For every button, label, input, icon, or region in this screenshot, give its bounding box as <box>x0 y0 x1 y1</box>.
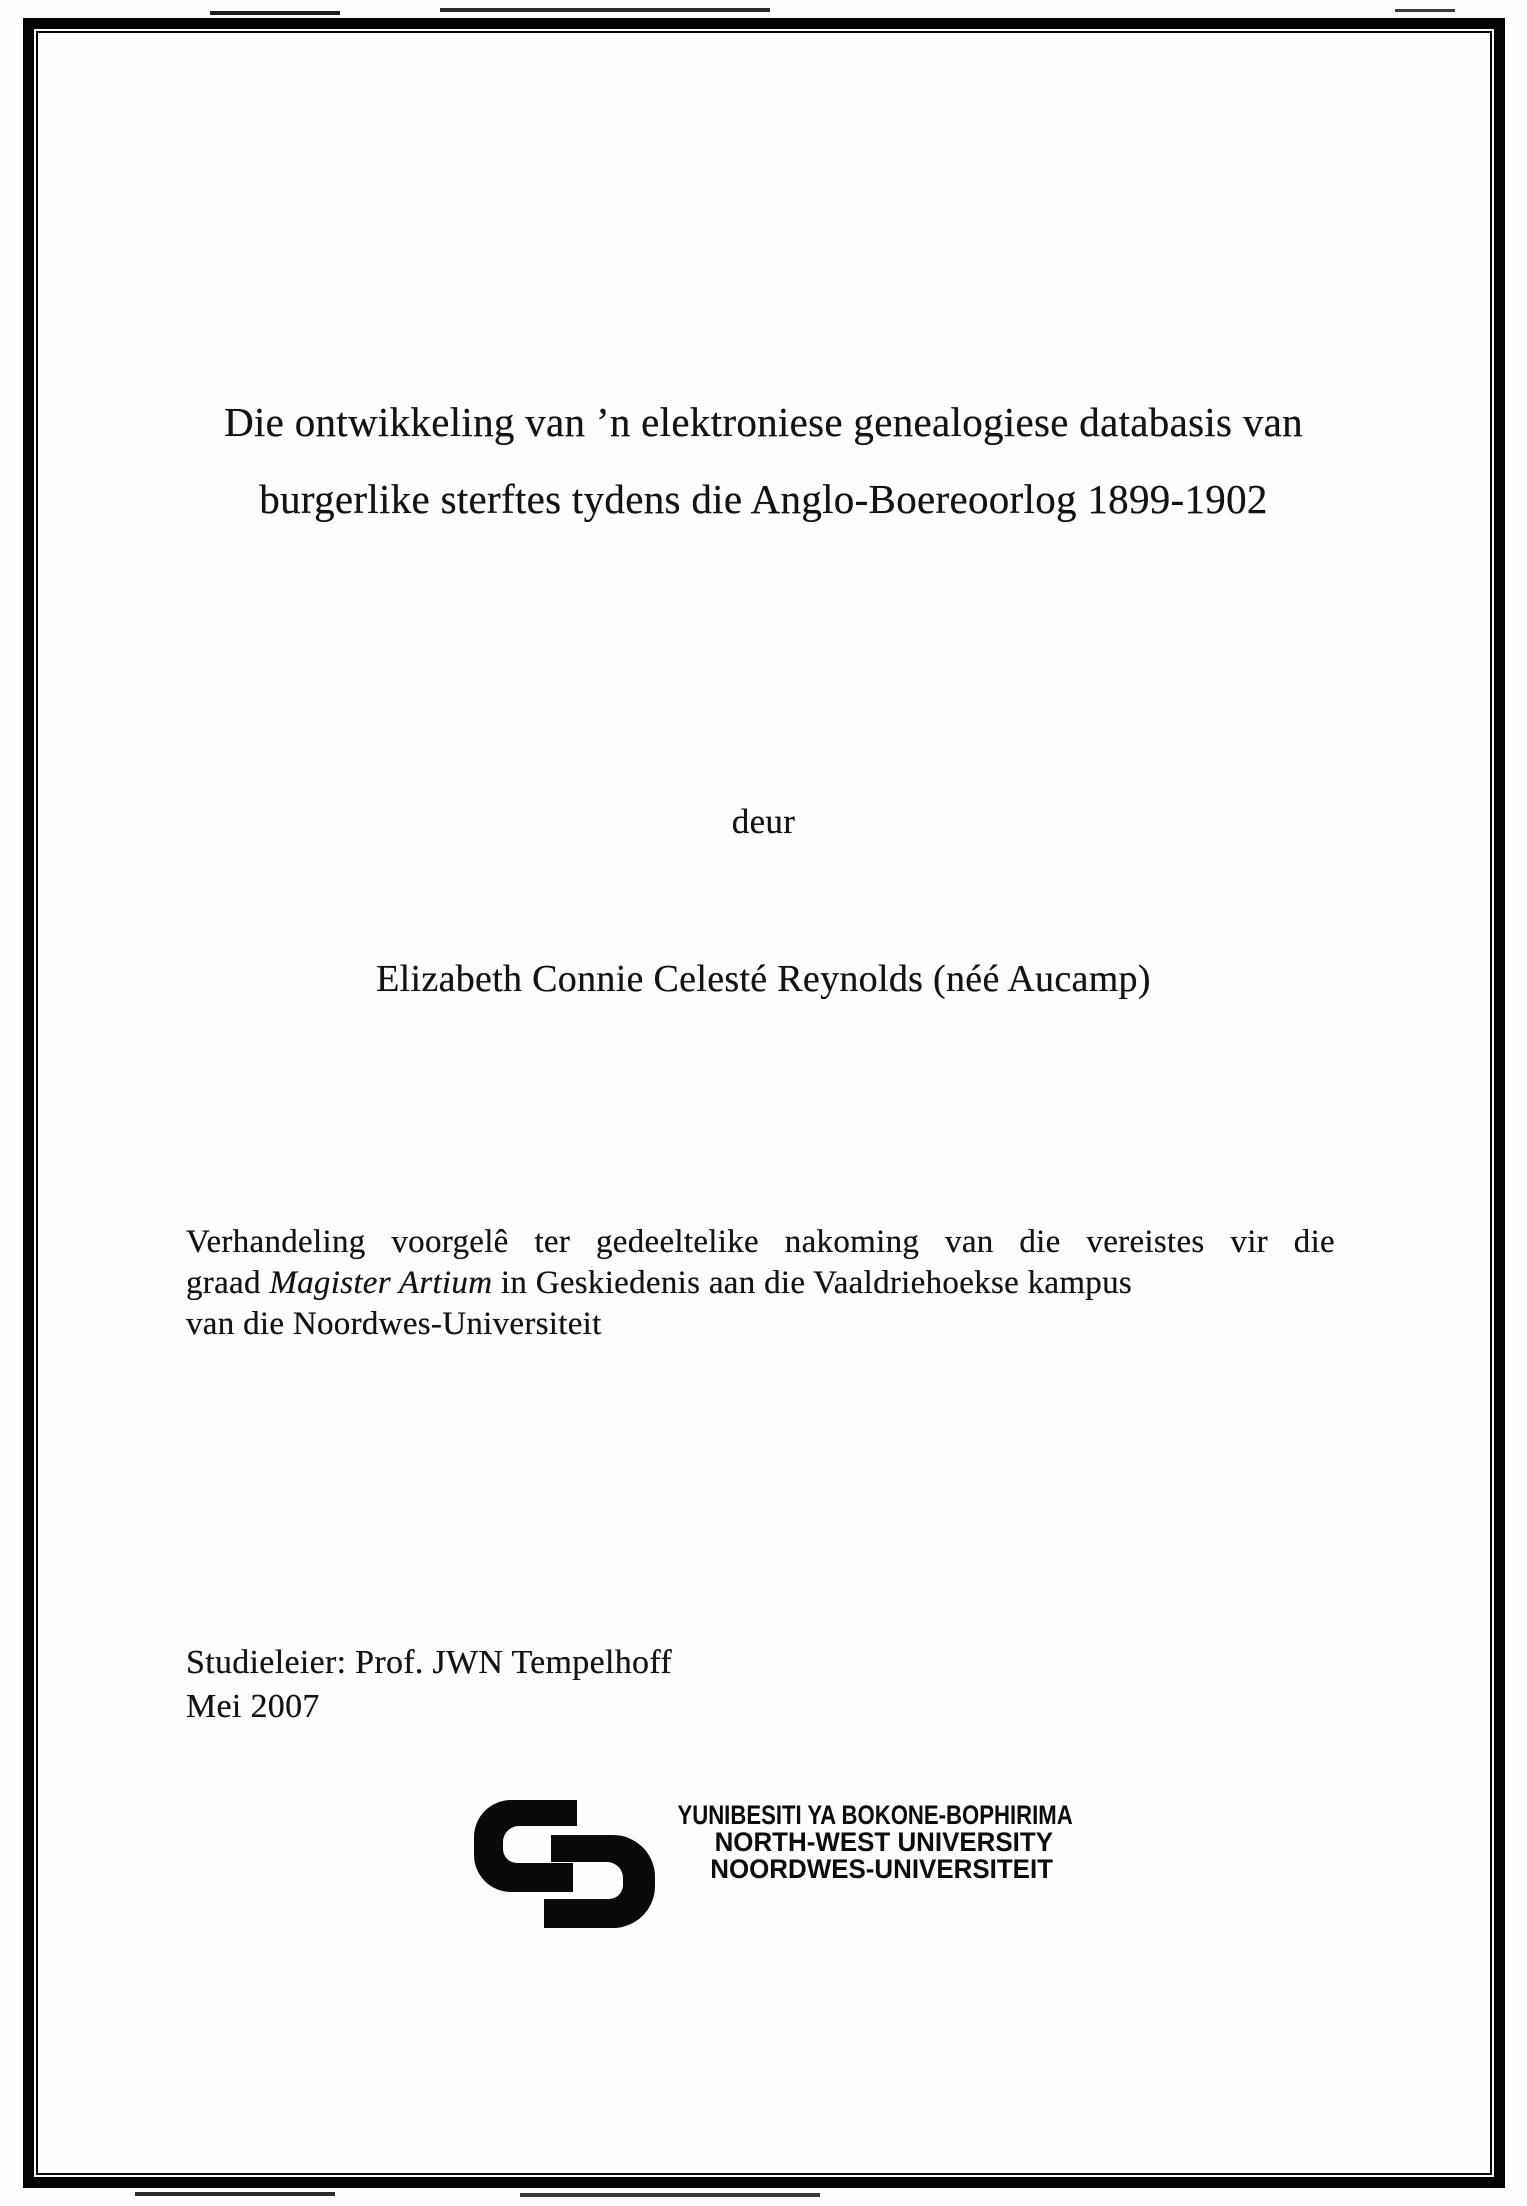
supervisor-block <box>186 1641 672 1729</box>
note-line-2-prefix: graad <box>186 1265 270 1301</box>
submission-note <box>186 1222 1335 1345</box>
scan-artifact <box>520 2193 820 2197</box>
scan-artifact <box>440 8 770 12</box>
supervisor-line: Studieleier: Prof. JWN Tempelhoff <box>186 1644 672 1681</box>
university-name-afrikaans: NOORDWES-UNIVERSITEIT <box>710 1854 1053 1884</box>
title-line-2: burgerlike sterftes tydens die Anglo-Boereoorlog 1899-1902 <box>259 476 1268 522</box>
byline-label: deur <box>731 802 796 841</box>
submission-note-line-1: Verhandeling voorgelê ter gedeeltelike nakoming van die vereistes vir die <box>186 1224 1335 1260</box>
date-line: Mei 2007 <box>186 1688 320 1725</box>
author-name: Elizabeth Connie Celesté Reynolds (néé Aucamp) <box>376 958 1151 1000</box>
university-name-setswana: YUNIBESITI YA BOKONE-BOPHIRIMA <box>677 1800 1073 1830</box>
degree-name-italic: Magister Artium <box>269 1265 493 1301</box>
submission-note-line-2 <box>186 1263 1335 1304</box>
scan-artifact <box>135 2192 335 2196</box>
note-line-2-suffix: in Geskiedenis aan die Vaaldriehoekse kampus <box>492 1265 1133 1301</box>
university-name-english: NORTH-WEST UNIVERSITY <box>714 1827 1053 1857</box>
scan-artifact <box>210 11 340 15</box>
title-line-1: Die ontwikkeling van ’n elektroniese genealogiese databasis van <box>224 399 1303 445</box>
submission-note-line-3: van die Noordwes-Universiteit <box>186 1306 602 1342</box>
scan-artifact <box>1395 9 1455 12</box>
university-wordmark <box>595 1800 1073 1884</box>
thesis-title <box>110 400 1417 521</box>
